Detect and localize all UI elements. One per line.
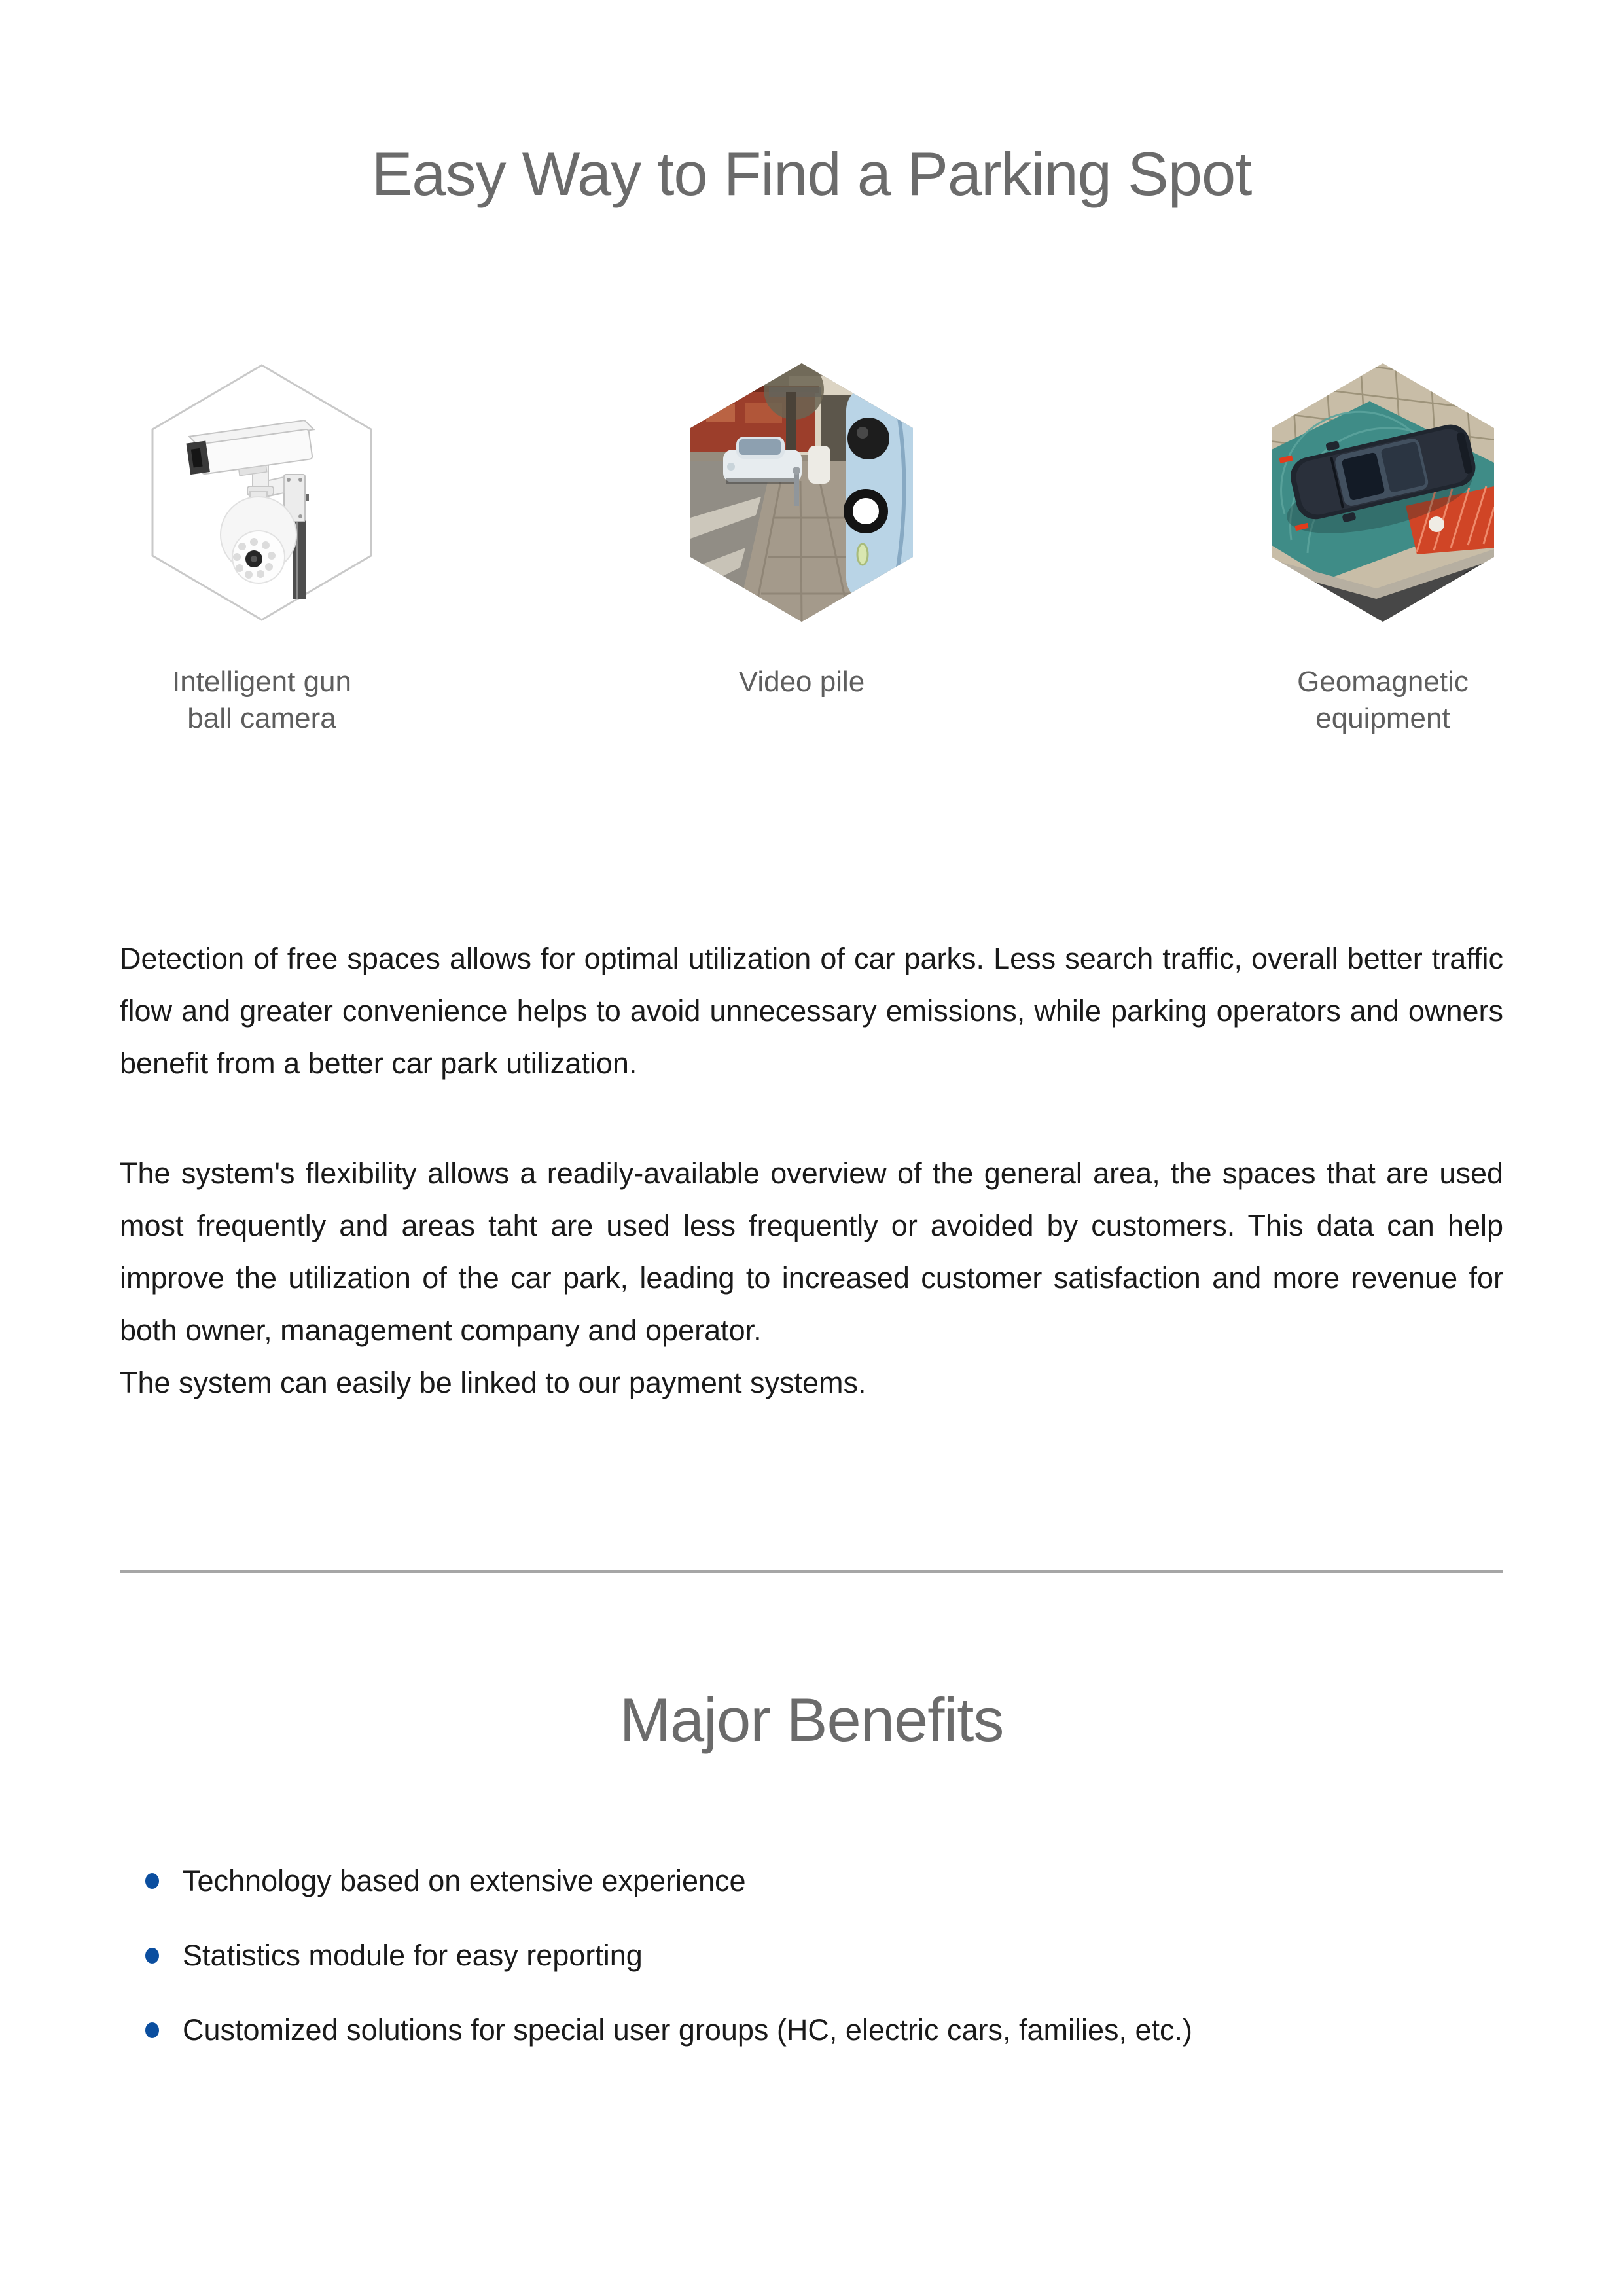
page-title: Easy Way to Find a Parking Spot	[371, 139, 1252, 208]
bullet-icon	[145, 1873, 159, 1889]
section-divider	[120, 1570, 1503, 1573]
feature-label-video-pile: Video pile	[738, 666, 865, 698]
benefit-item	[145, 2013, 1507, 2047]
gun-ball-camera-illustration	[151, 363, 373, 622]
feature-gun-ball-camera	[151, 363, 373, 737]
benefit-item	[145, 1864, 1507, 1898]
feature-video-pile	[690, 363, 913, 700]
geomagnetic-equipment-photo	[1272, 363, 1494, 622]
feature-geomagnetic-equipment	[1272, 363, 1494, 737]
description-paragraph-1: Detection of free spaces allows for optimal utilization of car parks. Less search traffic, overall better traffic flow and greater convenience helps to avoid unnecessary emissions, while parking operators and owners benefit from a better car park utilization.	[120, 942, 1503, 1080]
bullet-icon	[145, 2022, 159, 2038]
benefit-text: Statistics module for easy reporting	[183, 1939, 643, 1972]
benefit-text: Technology based on extensive experience	[183, 1864, 746, 1897]
bullet-icon	[145, 1948, 159, 1964]
feature-label-geomagnetic-equipment: Geomagnetic equipment	[1297, 666, 1469, 734]
benefit-item	[145, 1939, 1507, 1973]
description-paragraph-2: The system's flexibility allows a readily-available overview of the general area, the spaces that are used most frequently and areas taht are used less frequently or avoided by customers. This data can help improve the utilization of the car park, leading to increased customer satisfaction and more revenue for both owner, management company and operator.	[120, 1157, 1503, 1347]
benefits-list	[145, 1864, 1507, 2088]
description-paragraph-3: The system can easily be linked to our payment systems.	[120, 1366, 866, 1399]
feature-label-gun-ball-camera: Intelligent gun ball camera	[172, 666, 351, 734]
benefits-title: Major Benefits	[619, 1685, 1004, 1754]
video-pile-photo	[690, 363, 913, 622]
benefit-text: Customized solutions for special user groups (HC, electric cars, families, etc.)	[183, 2013, 1193, 2047]
description-section	[120, 933, 1503, 1409]
